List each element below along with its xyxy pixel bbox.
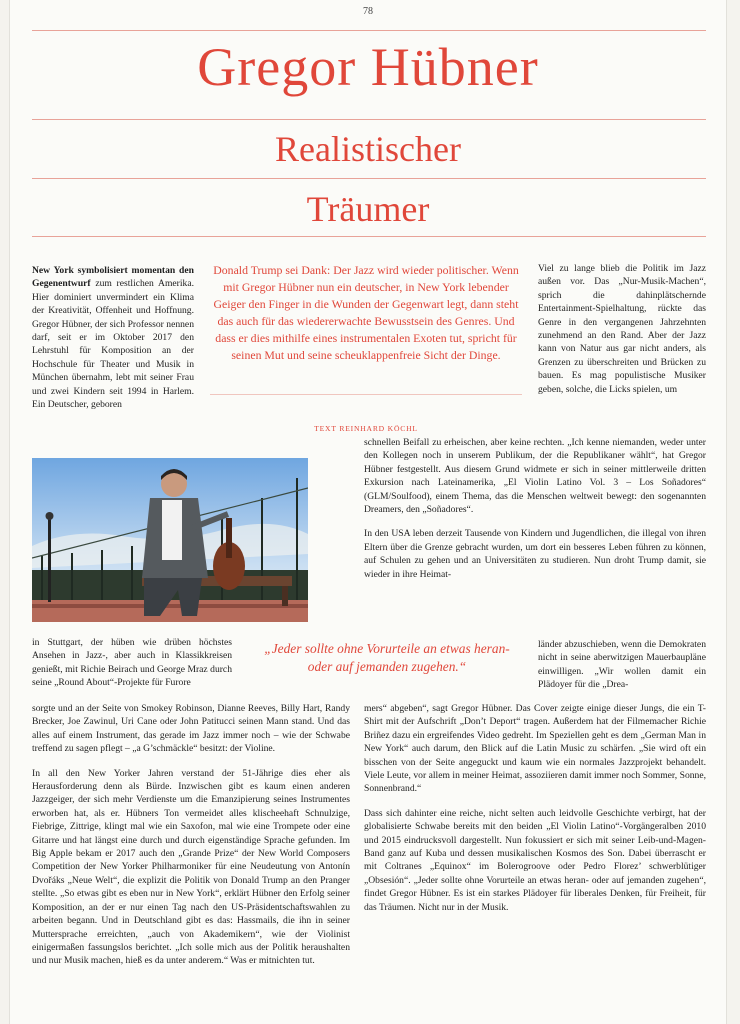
photo-image <box>32 458 308 622</box>
left-wide-column <box>32 702 350 968</box>
article-subtitle-line1: Realistischer <box>275 129 461 169</box>
title-rule-2 <box>32 178 706 179</box>
paragraph-dreamers: schnellen Beifall zu erheischen, aber keine rechten. „Ich kenne niemanden, weder unter den Kollegen noch in unserem Publikum, der die Republikaner wählt“, hat Gregor Hübner festgestellt. Aus diesem Grund widmete er sich in seiner mittlerweile dritten Exkursion nach Lateinamerika, „El Violin Latino Vol. 3 – Los Soñadores“ (GLM/Soulfood), einem Thema, das die Menschen weltweit bewegt: den sogenannten Dreamers, den „Soñadores“. <box>364 437 706 516</box>
title-rule-top <box>32 30 706 31</box>
paragraph-new-york: In all den New Yorker Jahren verstand der 51-Jährige dies eher als Herausforderung denn als Bürde. Inzwischen gibt es kaum einen anderen Jazzgeiger, der sich mehr Verdienste um die Emanzipierung seines Instrumentes erworben hat, als er. Hübners Ton vermeidet alles klischeehaft Schnulzige, Fiebrige, Zittrige, klingt mal wie ein Saxofon, mal wie eine Trompete oder eine Gitarre und hat längst eine durch und durch eigenständige Sprache gefunden. Im Big Apple bekam er 2017 auch den „Grande Prize“ der New World Composers Competition der New Yorker Philharmoniker für eine Neudeutung von Antonín Dvořáks „Neue Welt“, die explizit die Politik von Donald Trump an den Pranger stellte. „So etwas gibt es eben nur in New York“, erklärt Hübner den Erfolg seiner Komposition, an der er nur einen Tag nach den US-Präsidentschaftswahlen zu arbeiten begann. Und in Deutschland gibt es das: Hassmails, die ihn in seiner Muttersprache erreichten, „auch von Akademikern“, wie der Violinist einigermaßen fassungslos berichtet. „Ich solle mich aus der Politik heraushalten und nur Musik machen, hieß es da unter anderem.“ Was er mitnichten tut. <box>32 767 350 967</box>
article-title: Gregor Hübner <box>197 37 539 97</box>
paragraph-furore: sorgte und an der Seite von Smokey Robinson, Dianne Reeves, Billy Hart, Randy Brecker, Joe Zawinul, Uri Cane oder John Patitucci seinen Mann stand. Und das alles auf einem Instrument, das gerade im Jazz immer noch – wie der Schwabe treffend zu sagen pflegt – „a G’schmäckle“ besitzt: der Violine. <box>32 703 350 755</box>
right-wide-column <box>364 702 706 914</box>
page-number: 78 <box>363 6 373 17</box>
violinist-photo <box>32 458 308 622</box>
title-rule-3 <box>32 236 706 237</box>
paragraph-closing: Dass sich dahinter eine reiche, nicht selten auch leidvolle Geschichte verbirgt, hat der globalisierte Schwabe bereits mit den beiden „El Violin Latino“-Vorgängeralben 2010 und 2015 eindrucksvoll dargestellt. Nun fokussiert er sich mit seiner Leib-und-Magen-Band ganz auf Kuba und dessen musikalischen Kosmos des Son. Dabei überrascht er mit Coltranes „Equinox“ im Bolerogroove oder Pedro Florez’ schwerblütiger „Obsesión“. „Jeder sollte ohne Vorurteile an etwas heran- oder auf jemanden zugehen“, findet Gregor Hübner. Es ist ein starkes Plädoyer für liberales Denken, für Freiheit, für das Träumen. Nicht nur in der Musik. <box>364 807 706 913</box>
magazine-page <box>10 0 726 1024</box>
lead-rule <box>210 394 522 395</box>
lead-text: Donald Trump sei Dank: Der Jazz wird wieder politischer. Wenn mit Gregor Hübner nun ein deutscher, in New York lebender Geiger den Finger in die Wunden der Gegenwart legt, dann steht das auch für das wiedererwachte Bewusstsein des Genres. Und dass er dies mithilfe eines instrumentalen Exoten tut, spricht für seinen Mut und seine scheuklappenfreie Sicht der Dinge. <box>213 263 519 362</box>
article-subtitle-line2: Träumer <box>306 189 430 229</box>
intro-text: zum restlichen Amerika. Hier dominiert unvermindert ein Klima der Kreativität, Offenheit und Hoffnung. Gregor Hübner, der sich Professor nennen darf, seit er im Oktober 2017 den Lehrstuhl für Komposition an der Hochschule für Theater und Musik in München übernahm, lebt mit seiner Frau und zwei Kindern seit 1994 in Harlem. Ein Deutscher, geboren <box>32 278 194 411</box>
intro-column <box>32 264 194 411</box>
left-column-mid: in Stuttgart, der hüben wie drüben höchstes Ansehen in Jazz-, aber auch in Klassikkreisen genießt, mit Richie Beirach und George Mraz durch seine „Round About“-Projekte für Furore <box>32 637 232 689</box>
paragraph-dreamers-cover: mers“ abgeben“, sagt Gregor Hübner. Das Cover zeigte einige dieser Jungs, die ein T-Shirt mit der Aufschrift „Don’t Deport“ tragen. Außerdem hat der Filmemacher Richie Briñez dazu ein ergreifendes Video gedreht. Im Speziellen geht es dem „German Man in New York“ auch darum, den Blick auf die Latin Music zu schärfen. „Sie wird oft ein bisschen von der Seite angeguckt und kaum wie ein normales Jazzprojekt behandelt. Viele Leute, vor allem in meiner Heimat, assoziieren damit immer noch Sommer, Sonne, Sonnenbrand.“ <box>364 703 706 795</box>
middle-wide-column-a <box>364 436 706 581</box>
pull-quote: „Jeder sollte ohne Vorurteile an etwas heran- oder auf jemanden zugehen.“ <box>264 641 510 674</box>
right-column-top: Viel zu lange blieb die Politik im Jazz außen vor. Das „Nur-Musik-Machen“, sprich die dahinplätschernde Entertainment-Spielhaltung, rückte das Genre in den vergangenen Jahrzehnten zunehmend an den Rand. Aber der Jazz kann von Natur aus gar nicht anders, als Grenzen zu überschreiten und Brücken zu bauen. Es mag populistische Musiker geben, solche, die Licks spielen, um <box>538 263 706 395</box>
right-narrow-column: länder abzuschieben, wenn die Demokraten nicht in seine aberwitzigen Mauerbaupläne einwilligen. „Wir wollen damit ein Plädoyer für die „Drea- <box>538 639 706 691</box>
author-credit: TEXT REINHARD KÖCHL <box>314 424 418 433</box>
paragraph-usa: In den USA leben derzeit Tausende von Kindern und Jugendlichen, die illegal von ihren Eltern über die Grenze gebracht wurden, um dort ein besseres Leben führen zu können, auf Schulen zu gehen und an Universitäten zu studieren. Nun droht Trump damit, sie wieder in ihre Heimat- <box>364 528 706 580</box>
intro-bold: New York symbolisiert momentan den Gegenentwurf <box>32 265 194 290</box>
title-rule-1 <box>32 119 706 120</box>
